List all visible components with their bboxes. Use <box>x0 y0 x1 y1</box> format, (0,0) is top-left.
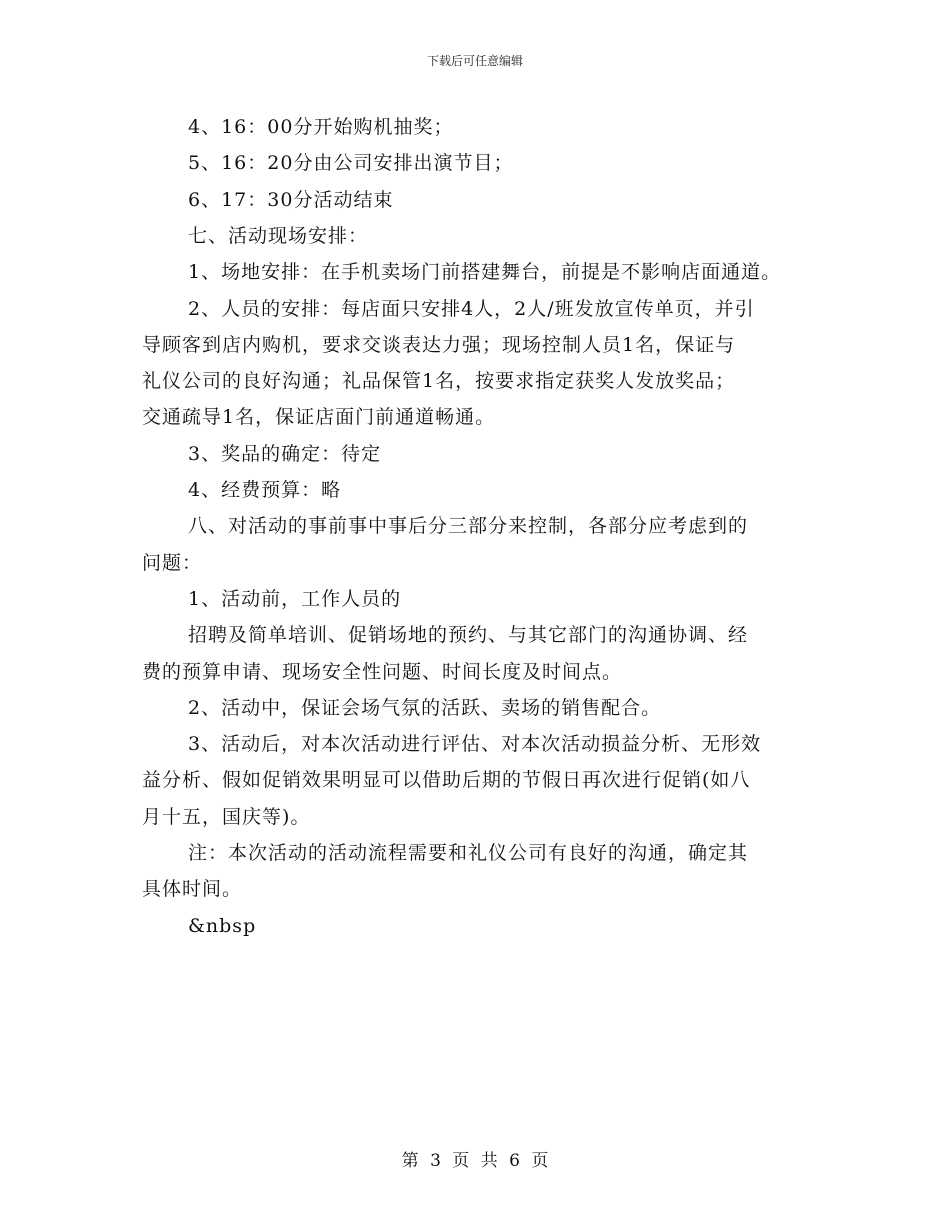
text-line: 6、17：30分活动结束 <box>188 189 394 211</box>
page-header: 下载后可任意编辑 <box>426 54 523 68</box>
text-line: 1、场地安排：在手机卖场门前搭建舞台，前提是不影响店面通道。 <box>188 261 782 283</box>
text-line: 礼仪公司的良好沟通；礼品保管1名，按要求指定获奖人发放奖品； <box>142 370 736 392</box>
text-line: &nbsp <box>188 915 257 937</box>
text-line: 益分析、假如促销效果明显可以借助后期的节假日再次进行促销(如八 <box>142 769 751 791</box>
text-line: 2、人员的安排：每店面只安排4人，2人/班发放宣传单页，并引 <box>188 298 755 320</box>
text-line: 问题： <box>142 552 203 574</box>
text-line: 月十五，国庆等)。 <box>142 806 311 828</box>
text-line: 3、活动后，对本次活动进行评估、对本次活动损益分析、无形效 <box>188 733 762 755</box>
text-line: 3、奖品的确定：待定 <box>188 443 382 465</box>
section-heading: 七、活动现场安排： <box>188 225 369 247</box>
text-line: 交通疏导1名，保证店面门前通道畅通。 <box>142 406 496 428</box>
text-line: 费的预算申请、现场安全性问题、时间长度及时间点。 <box>142 661 623 683</box>
text-line: 4、16：00分开始购机抽奖； <box>188 116 454 138</box>
text-line: 招聘及简单培训、促销场地的预约、与其它部门的沟通协调、经 <box>188 624 749 646</box>
text-line: 5、16：20分由公司安排出演节目； <box>188 152 514 174</box>
text-line: 导顾客到店内购机，要求交谈表达力强；现场控制人员1名，保证与 <box>142 334 736 356</box>
text-line: 注：本次活动的活动流程需要和礼仪公司有良好的沟通，确定其 <box>188 842 749 864</box>
text-line: 具体时间。 <box>142 878 243 900</box>
section-heading: 八、对活动的事前事中事后分三部分来控制，各部分应考虑到的 <box>188 515 749 537</box>
page-footer: 第 3 页 共 6 页 <box>401 1151 549 1171</box>
text-line: 4、经费预算：略 <box>188 479 342 501</box>
text-line: 1、活动前，工作人员的 <box>188 588 402 610</box>
text-line: 2、活动中，保证会场气氛的活跃、卖场的销售配合。 <box>188 697 662 719</box>
